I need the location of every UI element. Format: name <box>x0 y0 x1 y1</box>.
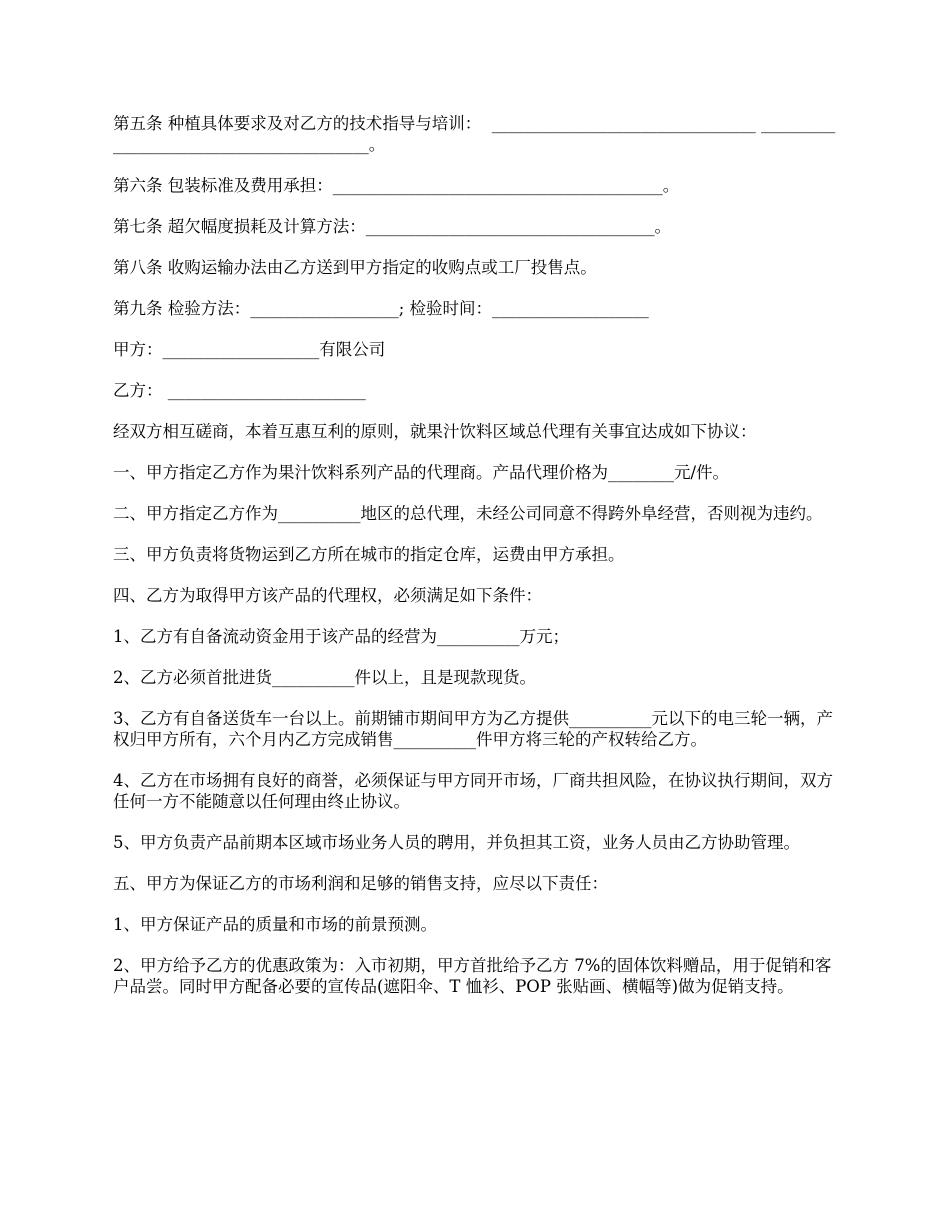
condition-4-reputation: 4、乙方在市场拥有良好的商誉，必须保证与甲方同开市场，厂商共担风险，在协议执行期间，双方任何一方不能随意以任何理由终止协议。 <box>113 771 833 811</box>
clause-7-loss-calculation: 第七条 超欠幅度损耗及计算方法：___________________________________。 <box>113 217 671 236</box>
section-4-conditions: 四、乙方为取得甲方该产品的代理权，必须满足如下条件： <box>113 586 542 605</box>
clause-5-technical-guidance: 第五条 种植具体要求及对乙方的技术指导与培训： ________________________________ ________________________________________。 <box>113 114 836 154</box>
condition-2-first-order: 2、乙方必须首批进货__________件以上，且是现款现货。 <box>113 668 536 687</box>
condition-3-delivery-vehicle: 3、乙方有自备送货车一台以上。前期铺市期间甲方为乙方提供__________元以下的电三轮一辆，产权归甲方所有，六个月内乙方完成销售__________件甲方将三轮的产权转给乙方。 <box>113 709 833 749</box>
section-2-region: 二、甲方指定乙方作为__________地区的总代理，未经公司同意不得跨外阜经营，否则视为违约。 <box>113 504 823 523</box>
section-1-agent-price: 一、甲方指定乙方作为果汁饮料系列产品的代理商。产品代理价格为________元/件。 <box>113 463 730 482</box>
party-b-line: 乙方： ________________________ <box>113 381 366 400</box>
section-3-shipping: 三、甲方负责将货物运到乙方所在城市的指定仓库，运费由甲方承担。 <box>113 545 625 564</box>
party-a-line: 甲方：___________________有限公司 <box>113 340 386 359</box>
condition-1-capital: 1、乙方有自备流动资金用于该产品的经营为__________万元； <box>113 627 569 646</box>
document-body <box>113 113 843 1017</box>
condition-5-staff: 5、甲方负责产品前期本区域市场业务人员的聘用，并负担其工资，业务人员由乙方协助管理。 <box>113 833 800 852</box>
section-5-responsibilities: 五、甲方为保证乙方的市场利润和足够的销售支持，应尽以下责任： <box>113 874 608 893</box>
clause-6-packaging: 第六条 包装标准及费用承担：________________________________________。 <box>113 176 680 195</box>
responsibility-2-promotion: 2、甲方给予乙方的优惠政策为：入市初期，甲方首批给予乙方 7%的固体饮料赠品，用于促销和客户品尝。同时甲方配备必要的宣传品(遮阳伞、T 恤衫、POP 张贴画、横幅等)做为促销支持。 <box>113 956 832 996</box>
responsibility-1-quality: 1、甲方保证产品的质量和市场的前景预测。 <box>113 915 437 934</box>
agreement-intro: 经双方相互磋商，本着互惠互利的原则，就果汁饮料区域总代理有关事宜达成如下协议： <box>113 422 757 441</box>
clause-9-inspection: 第九条 检验方法：__________________; 检验时间：___________________ <box>113 299 649 318</box>
clause-8-transport: 第八条 收购运输办法由乙方送到甲方指定的收购点或工厂投售点。 <box>113 258 597 277</box>
